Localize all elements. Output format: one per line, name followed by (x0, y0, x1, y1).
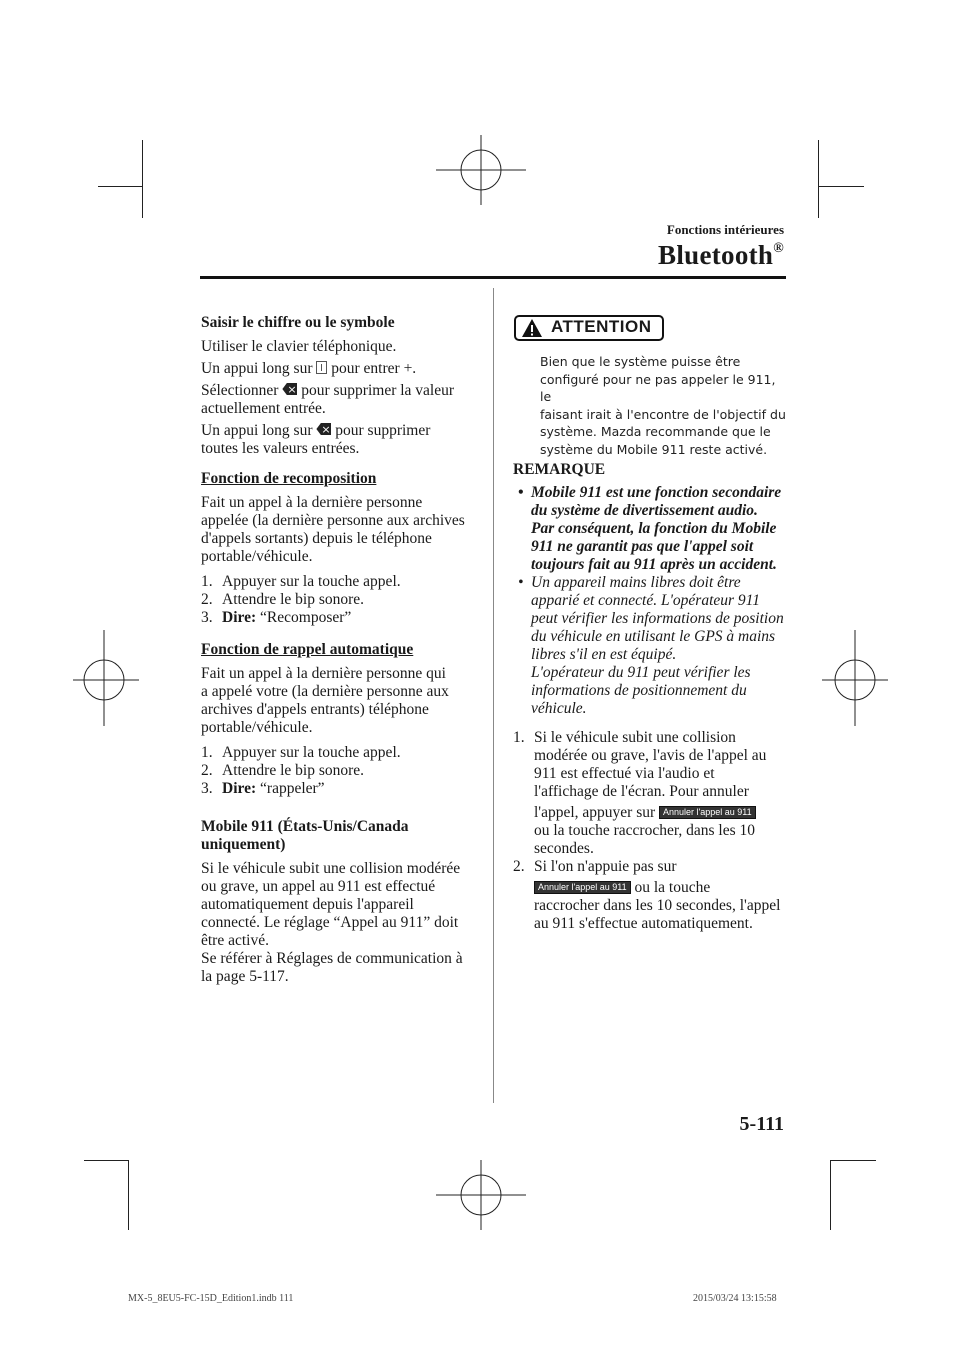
paragraph: toutes les valeurs entrées. (201, 440, 360, 457)
paragraph: Utiliser le clavier téléphonique. (201, 338, 397, 355)
crop-mark (830, 1160, 876, 1161)
list-item: 1. Appuyer sur la touche appel. (201, 744, 401, 761)
delete-icon (316, 423, 331, 435)
paragraph-mobile-911: Si le véhicule subit une collision modérée ou grave, un appel au 911 est effectué automatiquement depuis l'appareil connecté. Le réglage “Appel au 911” doit être activé. Se référer à Réglages de communication à la page 5-117. (201, 860, 463, 985)
warning-icon (521, 318, 543, 338)
registration-target-bottom (436, 1160, 526, 1230)
column-divider (493, 288, 494, 1103)
paragraph-rappel: Fait un appel à la dernière personne qui a appelé votre (la dernière personne aux archives d'appels entrants) téléphone portable/véhicule. (201, 665, 449, 736)
steps-rappel (201, 744, 481, 798)
paragraph: actuellement entrée. (201, 400, 326, 417)
cancel-911-key: Annuler l'appel au 911 (534, 881, 631, 894)
registration-target-left (73, 630, 139, 726)
crop-mark (128, 1160, 129, 1230)
list-item: 2. Attendre le bip sonore. (201, 762, 365, 779)
delete-icon (282, 383, 297, 395)
crop-mark (84, 1160, 128, 1161)
paragraph: Sélectionner × pour supprimer la valeur (201, 382, 481, 400)
list-item: 2. Attendre le bip sonore. (201, 591, 365, 608)
crop-mark (818, 186, 864, 187)
header-rule (200, 276, 786, 279)
crop-mark (142, 140, 143, 218)
page-number: 5-111 (739, 1113, 784, 1135)
list-item: 1. Si le véhicule subit une collision modérée ou grave, l'avis de l'appel au 911 est effectué via l'audio et l'affichage de l'écran. Pour annuler l'appel, appuyer sur Annuler l'appel au 911 ou la touche raccrocher, dans les 10 secondes. (513, 729, 767, 857)
heading-rappel: Fonction de rappel automatique (201, 641, 414, 658)
list-item: 3. Dire: “rappeler” (201, 780, 325, 797)
right-column (513, 461, 788, 933)
note-bullet: • Mobile 911 est une fonction secondaire du système de divertissement audio. Par conséquent, la fonction du Mobile 911 ne garantit pas que l'appel soit toujours fait au 911 après un accident. (518, 484, 782, 573)
note-bullet: • Un appareil mains libres doit être apparié et connecté. L'opérateur 911 peut vérifier les informations de position du véhicule en utilisant le GPS à mains libres s'il en est équipé. L'opérateur du 911 peut vérifier les informations de positionnement du véhicule. (518, 574, 784, 717)
crop-mark (830, 1160, 831, 1230)
attention-label: ATTENTION (551, 317, 652, 336)
crop-mark (98, 186, 142, 187)
list-item: 1. Appuyer sur la touche appel. (201, 573, 401, 590)
list-item: 2. Si l'on n'appuie pas sur Annuler l'appel au 911 ou la touche raccrocher dans les 10 secondes, l'appel au 911 s'effectue automatiquement. (513, 858, 781, 932)
paragraph: Un appui long sur × pour supprimer (201, 422, 481, 440)
heading-mobile-911: Mobile 911 (États-Unis/Canada uniquement) (201, 818, 409, 853)
plus-key-icon (316, 361, 327, 374)
cancel-911-key: Annuler l'appel au 911 (659, 806, 756, 819)
footer-stamp: 2015/03/24 13:15:58 (693, 1293, 777, 1304)
attention-text: Bien que le système puisse être configuré pour ne pas appeler le 911, le faisant irait à l'encontre de l'objectif du système. Mazda recommande que le système du Mobile 911 reste activé. (540, 354, 786, 457)
heading-saisir: Saisir le chiffre ou le symbole (201, 314, 395, 331)
left-column (201, 314, 481, 986)
list-item: 3. Dire: “Recomposer” (201, 609, 352, 626)
paragraph-recomposition: Fait un appel à la dernière personne appelée (la dernière personne aux archives d'appels sortants) depuis le téléphone portable/véhicule. (201, 494, 465, 565)
note-heading: REMARQUE (513, 461, 606, 478)
paragraph: Un appui long sur pour entrer +. (201, 360, 417, 377)
steps-recomposition (201, 573, 481, 627)
footer-file: MX-5_8EU5-FC-15D_Edition1.indb 111 (128, 1293, 294, 1304)
steps-mobile-911 (513, 729, 788, 933)
heading-recomposition: Fonction de recomposition (201, 470, 377, 487)
section-label: Fonctions intérieures (666, 222, 784, 237)
page-title: Bluetooth® (658, 240, 784, 270)
registered-mark: ® (773, 241, 784, 256)
crop-mark (818, 140, 819, 218)
registration-target-top (436, 135, 526, 205)
registration-target-right (822, 630, 888, 726)
